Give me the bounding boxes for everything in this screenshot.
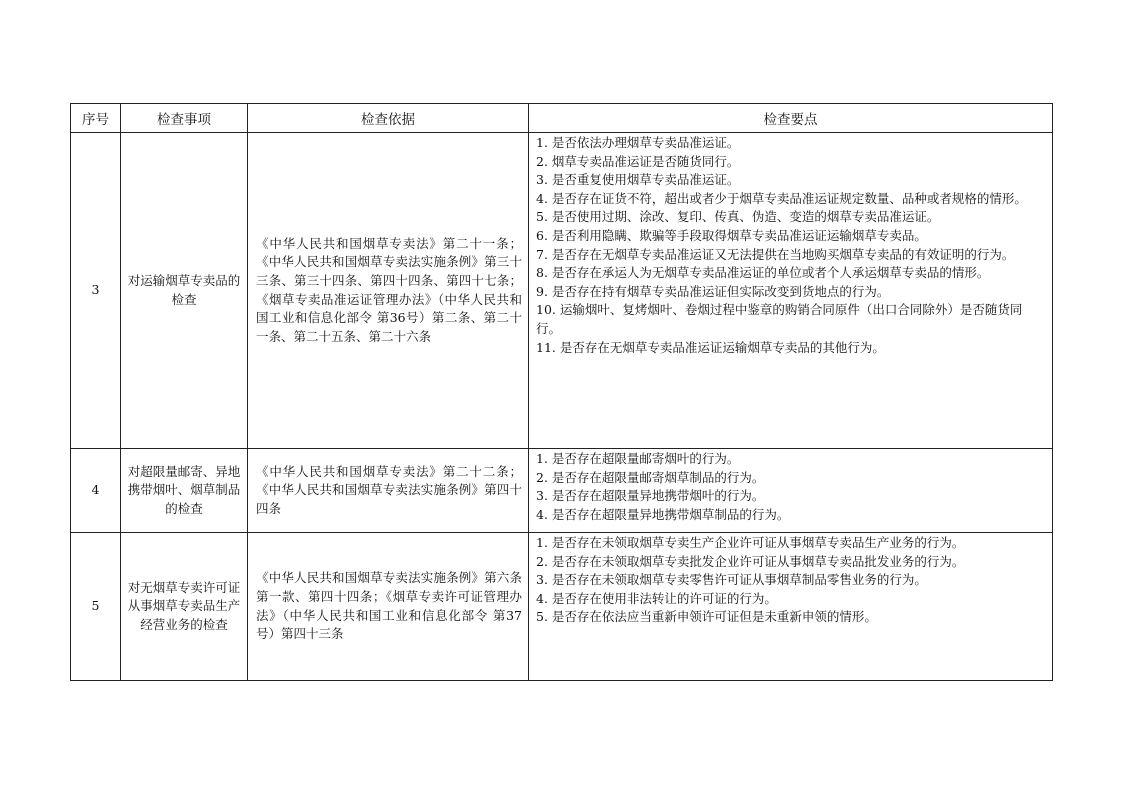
table-row xyxy=(71,133,1053,449)
point-item: 2. 是否存在超限量邮寄烟草制品的行为。 xyxy=(536,469,765,485)
point-item: 3. 是否存在未领取烟草专卖零售许可证从事烟草制品零售业务的行为。 xyxy=(536,572,927,588)
inspection-table xyxy=(70,103,1053,681)
row-item: 对无烟草专卖许可证从事烟草专卖品生产经营业务的检查 xyxy=(121,533,248,681)
row-points xyxy=(529,133,1053,449)
row-basis: 《中华人民共和国烟草专卖法实施条例》第六条第一款、第四十四条；《烟草专卖许可证管理办法》（中华人民共和国工业和信息化部令 第37号）第四十三条 xyxy=(248,533,529,681)
point-item: 1. 是否存在超限量邮寄烟叶的行为。 xyxy=(536,451,740,466)
header-item: 检查事项 xyxy=(121,104,248,133)
point-item: 2. 烟草专卖品准运证是否随货同行。 xyxy=(536,153,740,169)
point-item: 3. 是否存在超限量异地携带烟叶的行为。 xyxy=(536,488,765,504)
point-item: 1. 是否依法办理烟草专卖品准运证。 xyxy=(536,135,740,150)
row-points xyxy=(529,449,1053,533)
row-basis: 《中华人民共和国烟草专卖法》第二十一条；《中华人民共和国烟草专卖法实施条例》第三十三条、第三十四条、第四十四条、第四十七条；《烟草专卖品准运证管理办法》（中华人民共和国工业和信息化部令 第36号）第二条、第二十一条、第二十五条、第二十六条 xyxy=(248,133,529,449)
row-seq: 3 xyxy=(71,133,121,449)
header-points: 检查要点 xyxy=(529,104,1053,133)
row-seq: 5 xyxy=(71,533,121,681)
row-basis: 《中华人民共和国烟草专卖法》第二十二条；《中华人民共和国烟草专卖法实施条例》第四十四条 xyxy=(248,449,529,533)
table-row xyxy=(71,533,1053,681)
row-item: 对运输烟草专卖品的检查 xyxy=(121,133,248,449)
table-header-row xyxy=(71,104,1053,133)
point-item: 1. 是否存在未领取烟草专卖生产企业许可证从事烟草专卖品生产业务的行为。 xyxy=(536,535,965,550)
table-row xyxy=(71,449,1053,533)
inspection-table-page xyxy=(70,103,1052,681)
row-item: 对超限量邮寄、异地携带烟叶、烟草制品的检查 xyxy=(121,449,248,533)
point-item: 3. 是否重复使用烟草专卖品准运证。 xyxy=(536,172,740,188)
point-item: 4. 是否存在超限量异地携带烟草制品的行为。 xyxy=(536,506,790,522)
point-item: 4. 是否存在使用非法转让的许可证的行为。 xyxy=(536,590,777,606)
point-item: 5. 是否使用过期、涂改、复印、传真、伪造、变造的烟草专卖品准运证。 xyxy=(536,209,940,225)
row-seq: 4 xyxy=(71,449,121,533)
point-item: 5. 是否存在依法应当重新申领许可证但是未重新申领的情形。 xyxy=(536,609,877,625)
header-basis: 检查依据 xyxy=(248,104,529,133)
point-item: 4. 是否存在证货不符，超出或者少于烟草专卖品准运证规定数量、品种或者规格的情形。 xyxy=(536,190,1027,206)
point-item: 9. 是否存在持有烟草专卖品准运证但实际改变到货地点的行为。 xyxy=(536,283,890,299)
point-item: 2. 是否存在未领取烟草专卖批发企业许可证从事烟草专卖品批发业务的行为。 xyxy=(536,553,965,569)
point-item: 10. 运输烟叶、复烤烟叶、卷烟过程中鉴章的购销合同原件（出口合同除外）是否随货同行。 xyxy=(536,302,1023,336)
header-seq: 序号 xyxy=(71,104,121,133)
point-item: 6. 是否利用隐瞒、欺骗等手段取得烟草专卖品准运证运输烟草专卖品。 xyxy=(536,227,927,243)
point-item: 7. 是否存在无烟草专卖品准运证又无法提供在当地购买烟草专卖品的有效证明的行为。 xyxy=(536,246,1015,262)
row-points xyxy=(529,533,1053,681)
point-item: 8. 是否存在承运人为无烟草专卖品准运证的单位或者个人承运烟草专卖品的情形。 xyxy=(536,265,990,281)
point-item: 11. 是否存在无烟草专卖品准运证运输烟草专卖品的其他行为。 xyxy=(536,339,885,355)
